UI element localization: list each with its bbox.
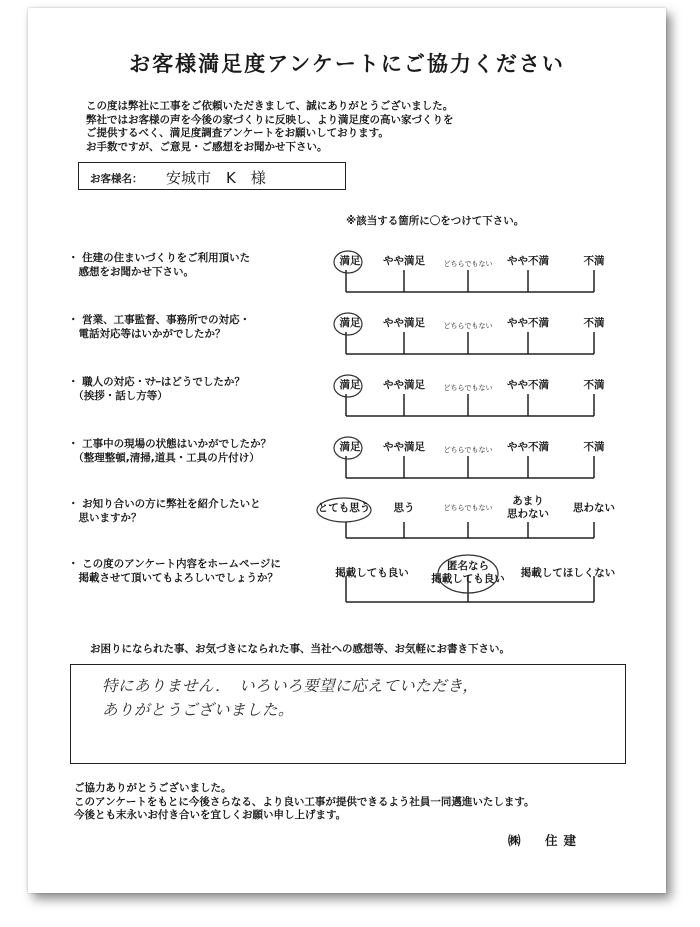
option-label: やや不満: [507, 317, 549, 329]
option-label: やや満足: [383, 441, 425, 453]
option-label: やや満足: [383, 379, 425, 391]
customer-name-label: お客様名：: [90, 173, 143, 185]
option-label: 掲載してほしくない: [520, 567, 616, 579]
option-label: 不満: [583, 379, 605, 391]
company-name: ㈱ 住建: [508, 833, 583, 848]
closing-text: ご協力ありがとうございました。 このアンケートをもとに今後さらなる、より良い工事が提供できるよう社員一同邁進いたします。 今後とも末永いお付き合いを宜しくお願い申し上げます。: [74, 782, 535, 821]
option-label: どちらでもない: [443, 446, 493, 454]
option-label: 不満: [583, 317, 605, 329]
handwritten-comment: 特にありません． いろいろ要望に応えていただき， ありがとうございました。: [102, 677, 479, 719]
option-label: どちらでもない: [443, 322, 493, 330]
option-label: 満足: [339, 317, 361, 329]
option-label: やや不満: [507, 441, 549, 453]
option-label: どちらでもない: [443, 260, 493, 268]
option-label: 思う: [393, 502, 415, 514]
option-label: やや満足: [383, 317, 425, 329]
intro-text: この度は弊社に工事をご依頼いただきまして、誠にありがとうございました。 弊社ではお客様の声を今後の家づくりに反映し、より満足度の高い家づくりを ご提供するべく、満足度調査アンケートをお願いしております。 お手数ですが、ご意見・ご感想をお聞かせ下さい。: [86, 100, 454, 153]
question-text: ・ この度のアンケート内容をホームページに 掲載させて頂いてもよろしいでしょうか？: [68, 558, 281, 584]
option-label: やや満足: [383, 255, 425, 267]
survey-sheet: [28, 8, 666, 893]
option-label: どちらでもない: [443, 384, 493, 392]
comment-prompt: お困りになられた事、お気づきになられた事、当社への感想等、お気軽にお書き下さい。: [90, 643, 510, 655]
question-text: ・ お知り合いの方に弊社を紹介したいと 思いますか？: [68, 498, 261, 524]
option-label: あまり 思わない: [507, 495, 549, 520]
question-text: ・ 営業、工事監督、事務所での対応・ 電話対応等はいかがでしたか？: [68, 314, 251, 340]
option-label: 不満: [583, 441, 605, 453]
option-label: 思わない: [573, 502, 615, 514]
instruction-note: ※該当する箇所に〇をつけて下さい。: [346, 215, 525, 227]
option-label: 満足: [339, 255, 361, 267]
survey-title: お客様満足度アンケートにご協力ください: [129, 52, 565, 76]
option-label: 掲載しても良い: [335, 567, 409, 579]
option-label: どちらでもない: [443, 504, 493, 512]
rating-scale: [28, 554, 666, 614]
option-label: とても思う: [317, 502, 371, 514]
question-text: ・ 工事中の現場の状態はいかがでしたか？ （整理整頓,清掃,道具・工具の片付け）: [68, 438, 272, 464]
option-label: 不満: [583, 255, 605, 267]
question-text: ・ 職人の対応・ﾏﾅｰはどうでしたか？ （挨拶・話し方等）: [68, 376, 245, 402]
option-label: やや不満: [507, 379, 549, 391]
option-label: 匿名なら 掲載しても良い: [431, 560, 505, 585]
question-text: ・ 住建の住まいづくりをご利用頂いた 感想をお聞かせ下さい。: [68, 252, 251, 278]
customer-name-value: 安城市 K 様: [166, 169, 266, 187]
option-label: 満足: [339, 379, 361, 391]
option-label: 満足: [339, 441, 361, 453]
option-label: やや不満: [507, 255, 549, 267]
